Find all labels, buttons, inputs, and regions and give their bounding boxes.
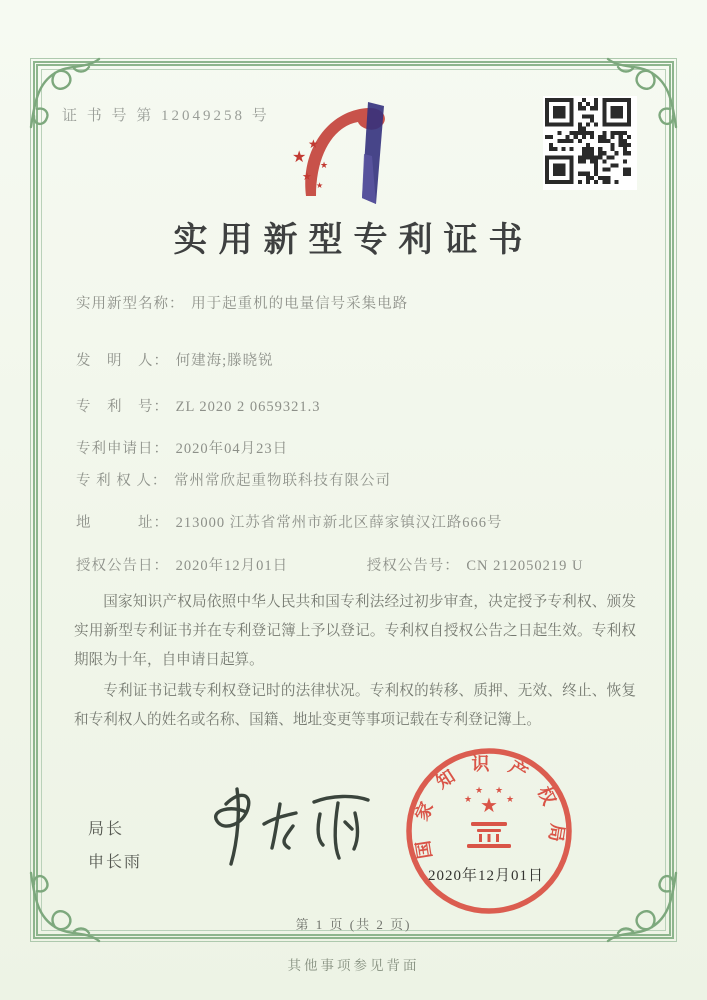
national-emblem-icon xyxy=(464,785,514,848)
cnipa-patent-logo-icon xyxy=(272,96,422,208)
field-label: 授权公告号： xyxy=(366,558,460,574)
field-value: CN 212050219 U xyxy=(466,558,584,574)
svg-text:★: ★ xyxy=(494,785,504,795)
field-value: 常州常欣起重物联科技有限公司 xyxy=(174,473,391,489)
svg-text:★: ★ xyxy=(292,149,307,166)
svg-text:★: ★ xyxy=(480,795,498,817)
corner-flourish-icon xyxy=(602,867,682,947)
seal-arc-text: 国家知识产权局 xyxy=(410,753,568,861)
field-address xyxy=(76,511,503,532)
statutory-text xyxy=(74,588,636,737)
director-handwritten-signature xyxy=(196,784,386,879)
svg-text:★: ★ xyxy=(320,160,329,170)
field-label: 专 利 号： xyxy=(76,399,169,415)
field-patentee xyxy=(76,469,391,490)
seal-date: 2020年12月01日 xyxy=(428,868,545,884)
field-grant-row xyxy=(76,554,584,575)
field-value: 2020年04月23日 xyxy=(175,441,289,457)
official-seal xyxy=(402,744,576,918)
statutory-paragraph-2: 专利证书记载专利权登记时的法律状况。专利权的转移、质押、无效、终止、恢复和专利权人的姓名或名称、国籍、地址变更等事项记载在专利登记簿上。 xyxy=(74,683,636,728)
field-grant-number xyxy=(367,558,584,574)
field-label: 专利申请日： xyxy=(76,441,169,457)
field-invention-name xyxy=(76,292,408,313)
field-label: 授权公告日： xyxy=(76,558,169,574)
field-value: 2020年12月01日 xyxy=(175,558,289,574)
corner-flourish-icon xyxy=(25,867,105,947)
back-side-note: 其他事项参见背面 xyxy=(287,958,420,973)
certificate-number: 证 书 号 第 12049258 号 xyxy=(62,108,270,124)
field-value: 何建海;滕晓锐 xyxy=(175,353,274,369)
page-number: 第 1 页 (共 2 页) xyxy=(295,917,412,932)
field-patent-number xyxy=(76,395,321,416)
svg-text:★: ★ xyxy=(505,794,515,804)
field-label: 发 明 人： xyxy=(76,353,169,369)
svg-text:★: ★ xyxy=(302,171,312,183)
signatory-name: 申长雨 xyxy=(88,854,143,871)
svg-text:★: ★ xyxy=(474,785,484,795)
field-label: 实用新型名称： xyxy=(76,296,185,312)
field-label: 专 利 权 人： xyxy=(76,473,168,489)
statutory-paragraph-1: 国家知识产权局依照中华人民共和国专利法经过初步审查，决定授予专利权、颁发实用新型专利证书并在专利登记簿上予以登记。专利权自授权公告之日起生效。专利权期限为十年，自申请日起算。 xyxy=(74,594,636,668)
qr-code xyxy=(543,96,637,190)
field-inventor xyxy=(76,349,274,370)
svg-text:★: ★ xyxy=(316,181,324,190)
field-grant-date xyxy=(76,558,293,574)
certificate-title: 实用新型专利证书 xyxy=(173,222,534,259)
field-value: ZL 2020 2 0659321.3 xyxy=(175,399,321,415)
signatory-title: 局长 xyxy=(88,821,125,838)
field-value: 用于起重机的电量信号采集电路 xyxy=(191,296,409,312)
svg-text:★: ★ xyxy=(463,794,473,804)
field-label: 地 址： xyxy=(76,515,169,531)
field-value: 213000 江苏省常州市新北区薛家镇汉江路666号 xyxy=(175,515,503,531)
svg-text:★: ★ xyxy=(308,137,319,151)
field-filing-date xyxy=(76,437,288,458)
